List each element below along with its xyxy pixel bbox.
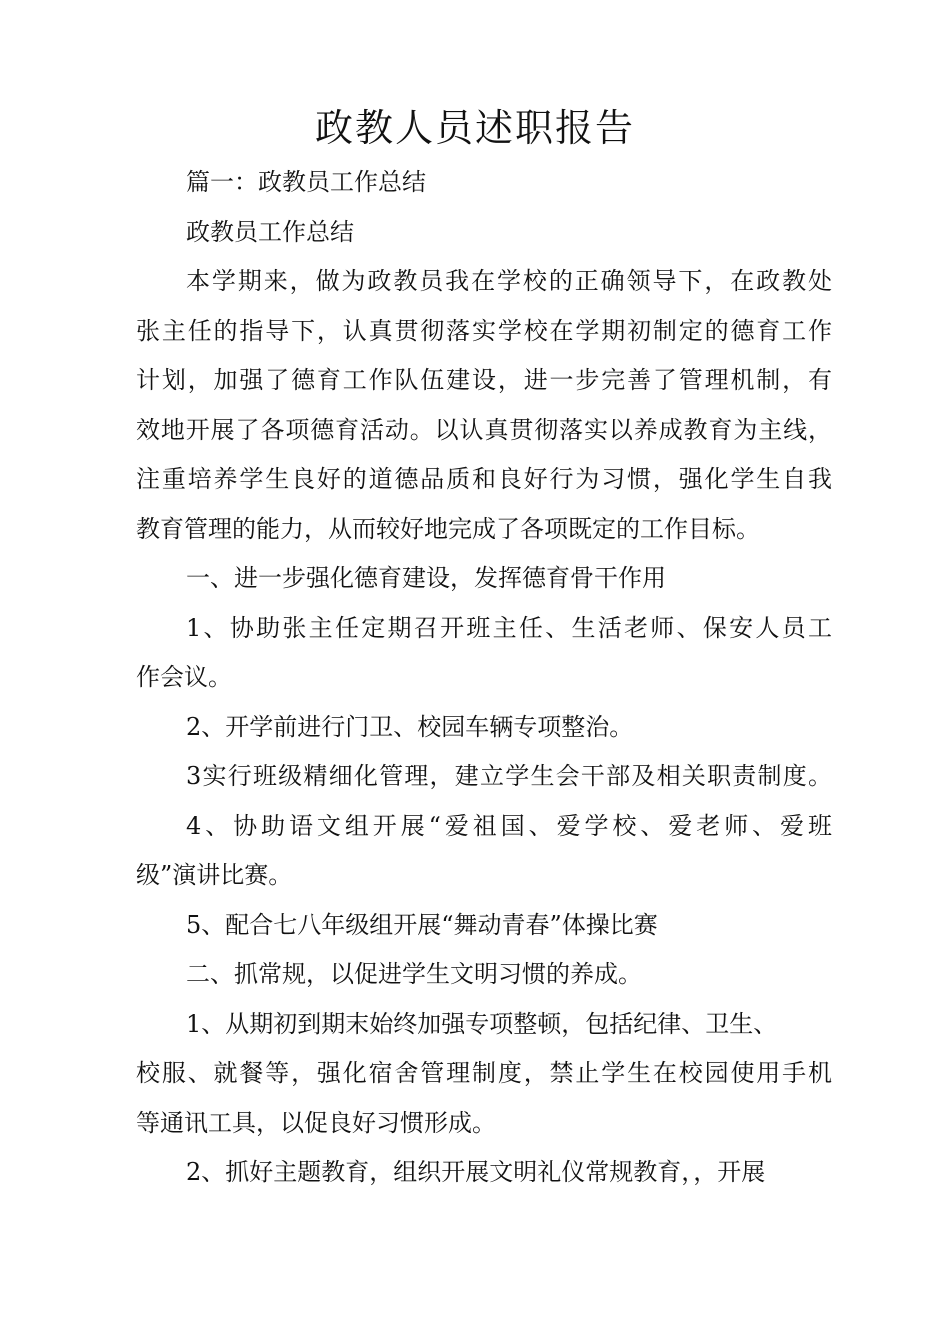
list-item-line: 作会议。 — [136, 663, 232, 691]
list-heading: 一、进一步强化德育建设，发挥德育骨干作用 — [186, 564, 666, 592]
section-heading: 篇一：政教员工作总结 — [186, 168, 426, 196]
paragraph-line: 张主任的指导下，认真贯彻落实学校在学期初制定的德育工作 — [136, 316, 832, 345]
list-item-line: 级”演讲比赛。 — [136, 861, 293, 889]
paragraph-line: 注重培养学生良好的道德品质和良好行为习惯，强化学生自我 — [136, 465, 832, 493]
document-title: 政教人员述职报告 — [314, 106, 635, 150]
list-item-line: 3实行班级精细化管理，建立学生会干部及相关职责制度。 — [186, 762, 832, 790]
list-item-line: 1、从期初到期末始终加强专项整顿，包括纪律、卫生、 — [186, 1009, 778, 1038]
document-body — [136, 158, 832, 1198]
paragraph-line: 计划，加强了德育工作队伍建设，进一步完善了管理机制，有 — [136, 366, 832, 394]
list-heading: 二、抓常规，以促进学生文明习惯的养成。 — [186, 960, 642, 988]
list-item-line: 5、配合七八年级组开展“舞动青春”体操比赛 — [186, 910, 658, 939]
paragraph-line: 教育管理的能力，从而较好地完成了各项既定的工作目标。 — [136, 514, 760, 543]
subsection-heading: 政教员工作总结 — [186, 217, 354, 246]
list-item-line: 等通讯工具，以促良好习惯形成。 — [136, 1108, 496, 1137]
list-item-line: 校服、就餐等，强化宿舍管理制度，禁止学生在校园使用手机 — [136, 1059, 832, 1087]
paragraph-line: 本学期来，做为政教员我在学校的正确领导下，在政教处 — [186, 267, 832, 295]
list-item-line: 1、协助张主任定期召开班主任、生活老师、保安人员工 — [186, 613, 832, 642]
list-item-line: 4、协助语文组开展“爱祖国、爱学校、爱老师、爱班 — [186, 811, 832, 840]
list-item-line: 2、开学前进行门卫、校园车辆专项整治。 — [186, 712, 634, 741]
list-item-line: 2、抓好主题教育，组织开展文明礼仪常规教育，，开展 — [186, 1158, 766, 1186]
paragraph-line: 效地开展了各项德育活动。以认真贯彻落实以养成教育为主线， — [136, 415, 832, 444]
